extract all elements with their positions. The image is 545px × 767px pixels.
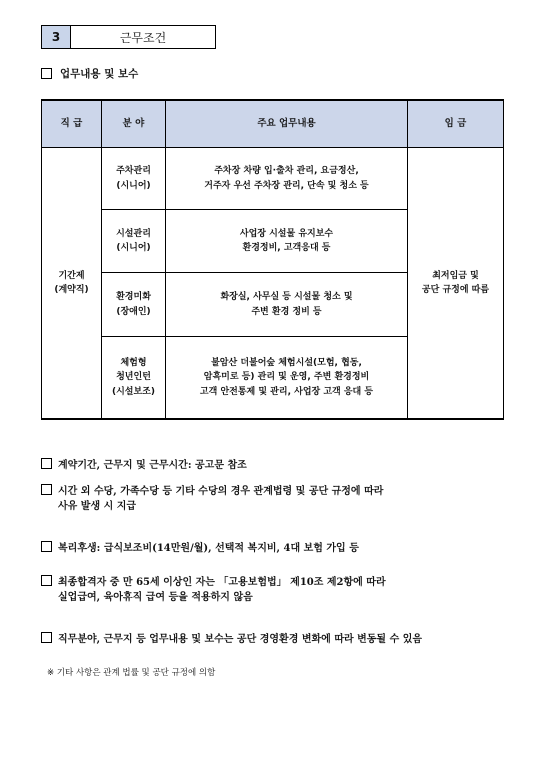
- checkbox-square-icon: [41, 541, 52, 552]
- field-cell: 체험형 청년인턴 (시설보조): [102, 337, 166, 420]
- section-number: 3: [42, 26, 71, 48]
- duty-cell: 화장실, 사무실 등 시설물 청소 및 주변 환경 정비 등: [166, 273, 408, 337]
- note-item: 직무분야, 근무지 등 업무내용 및 보수는 공단 경영환경 변화에 따라 변동될 수 있음: [41, 632, 422, 647]
- checkbox-square-icon: [41, 484, 52, 495]
- section-title: 근무조건: [119, 30, 167, 45]
- checkbox-square-icon: [41, 575, 52, 586]
- note-item: 복리후생: 급식보조비(14만원/월), 선택적 복지비, 4대 보험 가입 등: [41, 541, 359, 556]
- section-header: [41, 25, 216, 49]
- duty-cell: 사업장 시설물 유지보수 환경정비, 고객응대 등: [166, 210, 408, 273]
- checkbox-square-icon: [41, 68, 52, 79]
- header-duties: 주요 업무내용: [166, 100, 408, 148]
- table-row: [42, 148, 504, 210]
- grade-cell: 기간제 (계약직): [42, 148, 102, 420]
- subheading-text: 업무내용 및 보수: [60, 68, 139, 80]
- header-wage: 임 금: [408, 100, 504, 148]
- checkbox-square-icon: [41, 458, 52, 469]
- field-cell: 주차관리 (시니어): [102, 148, 166, 210]
- duty-cell: 주차장 차량 입·출차 관리, 요금정산, 거주자 우선 주차장 관리, 단속 및 청소 등: [166, 148, 408, 210]
- note-item: 시간 외 수당, 가족수당 등 기타 수당의 경우 관계법령 및 공단 규정에 따라 사유 발생 시 지급: [41, 484, 383, 514]
- note-item: 계약기간, 근무지 및 근무시간: 공고문 참조: [41, 458, 247, 473]
- note-item: 최종합격자 중 만 65세 이상인 자는 「고용보험법」 제10조 제2항에 따라 실업급여, 육아휴직 급여 등을 적용하지 않음: [41, 575, 386, 605]
- checkbox-square-icon: [41, 632, 52, 643]
- duties-table: [41, 99, 504, 420]
- footnote: ※ 기타 사항은 관계 법률 및 공단 규정에 의함: [47, 668, 216, 678]
- header-field: 분 야: [102, 100, 166, 148]
- header-grade: 직 급: [42, 100, 102, 148]
- subheading: [41, 66, 138, 81]
- field-cell: 환경미화 (장애인): [102, 273, 166, 337]
- field-cell: 시설관리 (시니어): [102, 210, 166, 273]
- duty-cell: 불암산 더불어숲 체험시설(모험, 협동, 암흑미로 등) 관리 및 운영, 주변 환경정비 고객 안전통제 및 관리, 사업장 고객 응대 등: [166, 337, 408, 420]
- wage-cell: 최저임금 및 공단 규정에 따름: [408, 148, 504, 420]
